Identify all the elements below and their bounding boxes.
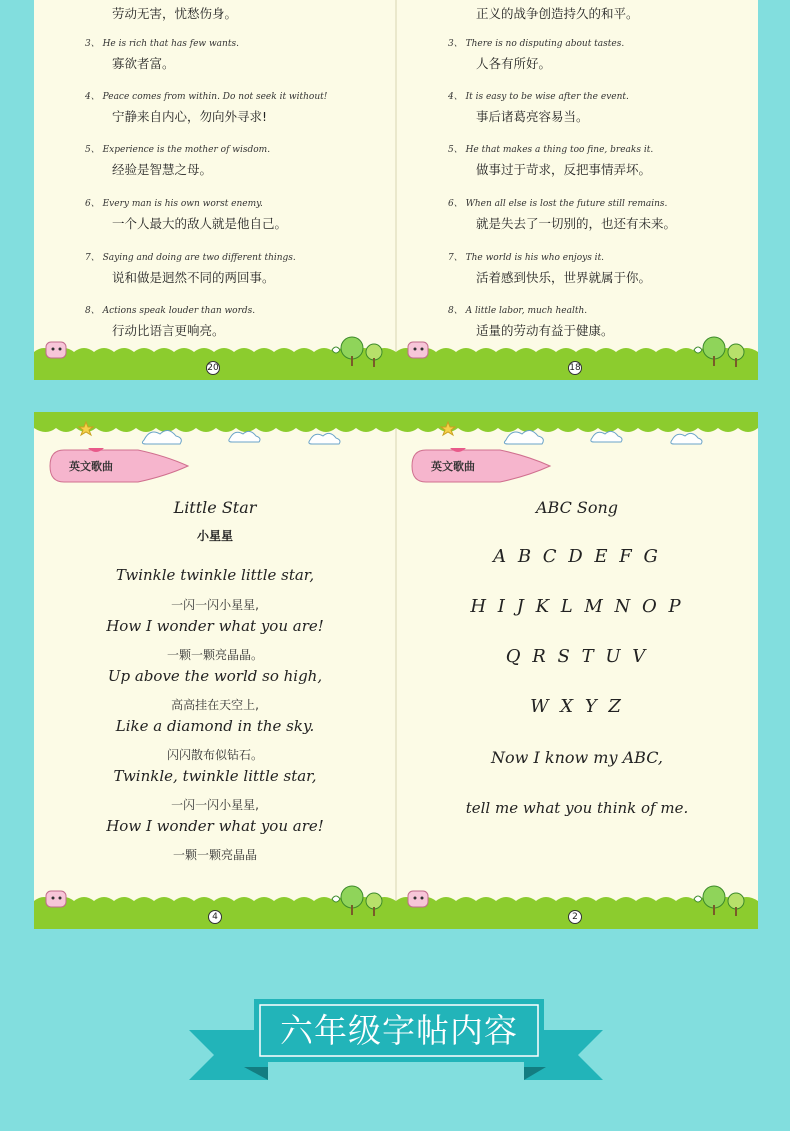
proverb-english: 6、 When all else is lost the future still remains.: [448, 199, 668, 209]
lyric-english: Like a diamond in the sky.: [115, 717, 315, 735]
song-line: Q R S T U V: [505, 646, 649, 667]
proverb-chinese: 一个人最大的敌人就是他自己。: [112, 216, 288, 231]
page-18: [396, 0, 758, 380]
page-number: 18: [569, 363, 581, 373]
proverb-item: [34, 196, 396, 250]
page-2: [396, 412, 758, 929]
song-line: Now I know my ABC,: [491, 748, 663, 767]
proverb-english: 4、 It is easy to be wise after the event.: [448, 92, 629, 102]
proverb-english: 4、 Peace comes from within. Do not seek it without!: [85, 92, 328, 102]
lyric-chinese: 一闪一闪小星星,: [171, 798, 259, 812]
section-badge: [48, 448, 198, 484]
song-line: H I J K L M N O P: [470, 596, 684, 617]
lyric-chinese: 闪闪散布似钻石。: [166, 748, 263, 762]
grass-footer: [34, 336, 396, 380]
lyric-english: Up above the world so high,: [107, 667, 323, 685]
proverb-chinese: 做事过于苛求，反把事情弄坏。: [476, 162, 652, 177]
proverb-item: [396, 142, 758, 196]
page-number: 20: [207, 363, 219, 373]
song-title: Little Star: [173, 498, 257, 517]
page-20: [34, 0, 396, 380]
proverb-item: [34, 142, 396, 196]
page-number: 2: [568, 910, 582, 924]
proverb-item: [396, 89, 758, 143]
proverb-item: [34, 89, 396, 143]
proverb-item: [396, 196, 758, 250]
section-label: 英文歌曲: [69, 460, 113, 473]
proverb-item: [396, 250, 758, 304]
proverb-english: 7、 The world is his who enjoys it.: [448, 253, 605, 263]
lyric-chinese: 高高挂在天空上,: [171, 698, 259, 712]
proverb-english: 8、 Actions speak louder than words.: [85, 306, 256, 316]
lyric-english: How I wonder what you are!: [106, 817, 324, 835]
proverb-chinese: 事后诸葛亮容易当。: [476, 109, 589, 124]
lyric-english: Twinkle, twinkle little star,: [113, 767, 317, 785]
page-number: 4: [208, 910, 222, 924]
proverb-item: [34, 36, 396, 90]
page-4: [34, 412, 396, 929]
grass-footer: [34, 885, 396, 929]
lyric-english: How I wonder what you are!: [106, 617, 324, 635]
song-subtitle: 小星星: [196, 529, 233, 543]
proverb-english: 3、 There is no disputing about tastes.: [448, 39, 625, 49]
banner-title: 六年级字帖内容: [280, 1011, 518, 1050]
proverb-chinese: 活着感到快乐，世界就属于你。: [476, 270, 652, 285]
song-title: ABC Song: [535, 498, 619, 517]
section-badge: [410, 448, 560, 484]
grass-footer: [396, 336, 758, 380]
proverb-chinese: 说和做是迥然不同的两回事。: [112, 270, 275, 285]
lyric-chinese: 一闪一闪小星星,: [171, 598, 259, 612]
proverb-continued-line: 劳动无害，忧愁伤身。: [112, 6, 238, 21]
proverb-english: 5、 Experience is the mother of wisdom.: [85, 145, 271, 155]
lyric-chinese: 一颗一颗亮晶晶。: [166, 648, 263, 662]
proverb-english: 8、 A little labor, much health.: [448, 306, 588, 316]
lyric-chinese: 一颗一颗亮晶晶: [172, 848, 257, 862]
proverb-chinese: 适量的劳动有益于健康。: [476, 323, 614, 338]
proverb-item: [396, 36, 758, 90]
section-label: 英文歌曲: [431, 460, 475, 473]
book-spread-proverbs: [34, 0, 758, 380]
proverb-chinese: 宁静来自内心，勿向外寻求!: [112, 109, 268, 124]
proverb-chinese: 经验是智慧之母。: [112, 162, 213, 177]
song-line: tell me what you think of me.: [465, 799, 689, 817]
proverb-english: 3、 He is rich that has few wants.: [85, 39, 239, 49]
proverb-item: [34, 250, 396, 304]
proverb-english: 6、 Every man is his own worst enemy.: [85, 199, 263, 209]
proverb-chinese: 人各有所好。: [476, 56, 552, 71]
proverb-english: 5、 He that makes a thing too fine, breaks it.: [448, 145, 654, 155]
lyric-english: Twinkle twinkle little star,: [115, 566, 315, 584]
song-line: A B C D E F G: [493, 546, 661, 567]
proverb-continued-line: 正义的战争创造持久的和平。: [476, 6, 639, 21]
proverb-chinese: 就是失去了一切别的，也还有未来。: [476, 216, 677, 231]
proverb-english: 7、 Saying and doing are two different things.: [85, 253, 296, 263]
proverb-chinese: 寡欲者富。: [112, 56, 175, 71]
book-spread-songs: [34, 412, 758, 929]
proverb-chinese: 行动比语言更响亮。: [112, 323, 225, 338]
song-line: W X Y Z: [530, 696, 624, 717]
grass-footer: [396, 885, 758, 929]
